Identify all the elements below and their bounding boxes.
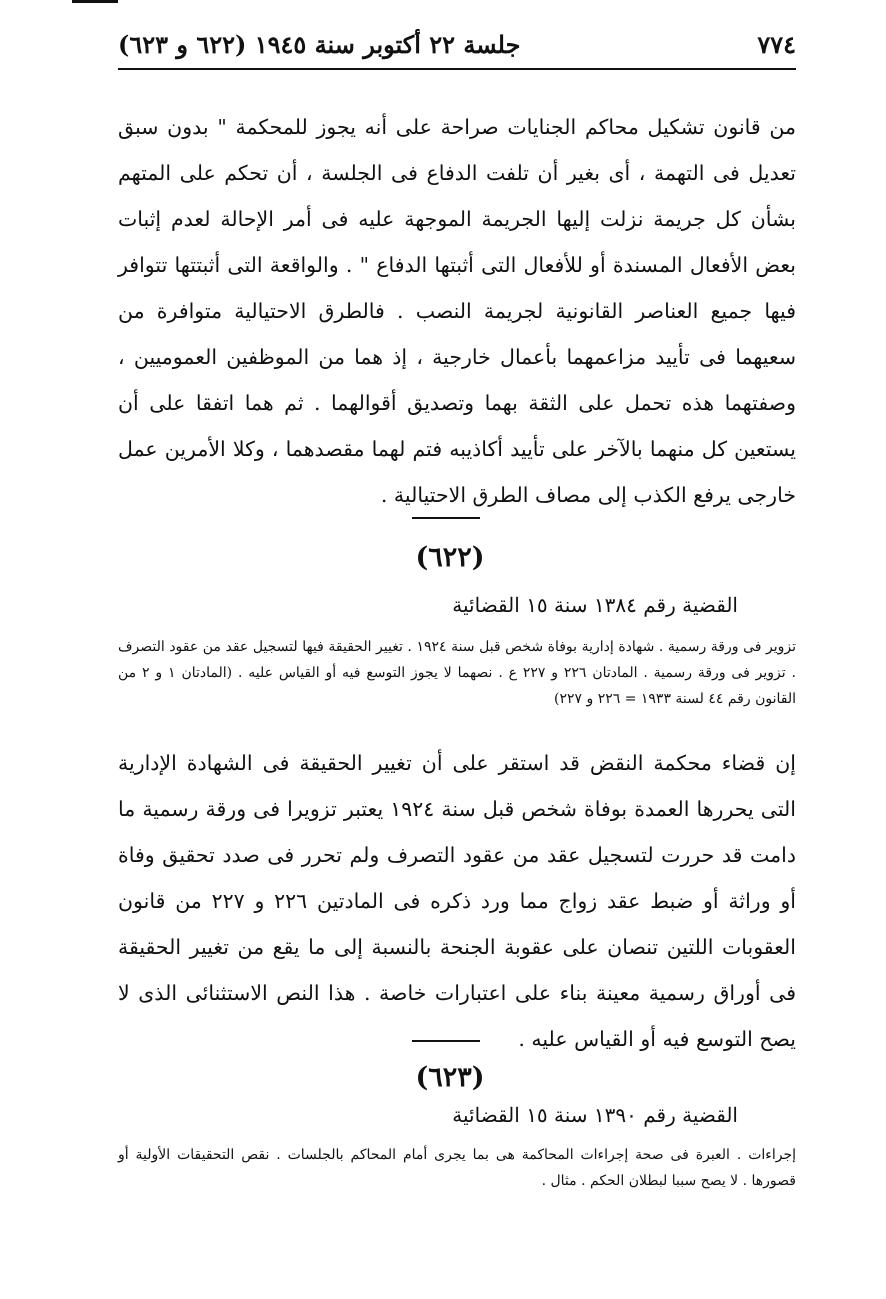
top-edge-mark <box>72 0 118 3</box>
page-number: ٧٧٤ <box>757 29 796 59</box>
session-heading: جلسة ٢٢ أكتوبر سنة ١٩٤٥ (٦٢٢ و ٦٢٣) <box>118 29 521 59</box>
case-divider <box>412 517 480 519</box>
continued-paragraph: من قانون تشكيل محاكم الجنايات صراحة على أنه يجوز للمحكمة " بدون سبق تعديل فى التهمة ، أى بغير أن تلفت الدفاع فى الجلسة ، أن تحكم على المتهم بشأن كل جريمة نزلت إليها الجريمة الموجهة عليه فى أمر الإحالة لعدم إثبات بعض الأفعال المسندة أو للأفعال التى أثبتها الدفاع " . والواقعة التى أثبتتها تتوافر فيها جميع العناصر القانونية لجريمة النصب . فالطرق الاحتيالية متوافرة من سعيهما فى تأييد مزاعمهما بأعمال خارجية ، إذ هما من الموظفين العموميين ، وصفتهما هذه تحمل على الثقة بهما وتصديق أقوالهما . ثم هما اتفقا على أن يستعين كل منهما بالآخر على تأييد أكاذيبه فتم لهما مقصدهما ، وكلا الأمرين عمل خارجى يرفع الكذب إلى مصاف الطرق الاحتيالية . <box>118 115 796 507</box>
case-ruling-paragraph: إن قضاء محكمة النقض قد استقر على أن تغيير الحقيقة فى الشهادة الإدارية التى يحررها العمدة بوفاة شخص قبل سنة ١٩٢٤ يعتبر تزويرا فى ورقة رسمية ما دامت قد حررت لتسجيل عقد من عقود التصرف ولم تحرر فى صدد تحقيق وفاة أو وراثة أو ضبط عقد زواج مما ورد ذكره فى المادتين ٢٢٦ و ٢٢٧ من قانون العقوبات اللتين تنصان على عقوبة الجنحة بالنسبة إلى ما يقع من تغيير الحقيقة فى أوراق رسمية معينة بناء على اعتبارات خاصة . هذا النص الاستثنائى الذى لا يصح التوسع فيه أو القياس عليه . <box>118 751 797 1051</box>
case-number: (٦٢٣) <box>415 1062 485 1093</box>
case-headnote: إجراءات . العبرة فى صحة إجراءات المحاكمة هى بما يجرى أمام المحاكم بالجلسات . نقص التحقيقات الأولية أو قصورها . لا يصح سببا لبطلان الحكم . مثال . <box>118 1147 796 1189</box>
case-title: القضية رقم ١٣٨٤ سنة ١٥ القضائية <box>452 593 738 617</box>
case-title: القضية رقم ١٣٩٠ سنة ١٥ القضائية <box>452 1103 738 1127</box>
page-header <box>118 24 796 64</box>
case-divider <box>412 1040 480 1042</box>
case-headnote: تزوير فى ورقة رسمية . شهادة إدارية بوفاة شخص قبل سنة ١٩٢٤ . تغيير الحقيقة فيها لتسجيل عقد من عقود التصرف . تزوير فى ورقة رسمية . المادتان ٢٢٦ و ٢٢٧ ع . نصهما لا يجوز التوسع فيه أو القياس عليه . (المادتان ١ و ٢ من القانون رقم ٤٤ لسنة ١٩٣٣ = ٢٢٦ و ٢٢٧) <box>118 639 796 707</box>
case-number: (٦٢٢) <box>415 542 485 573</box>
header-rule <box>118 68 796 70</box>
